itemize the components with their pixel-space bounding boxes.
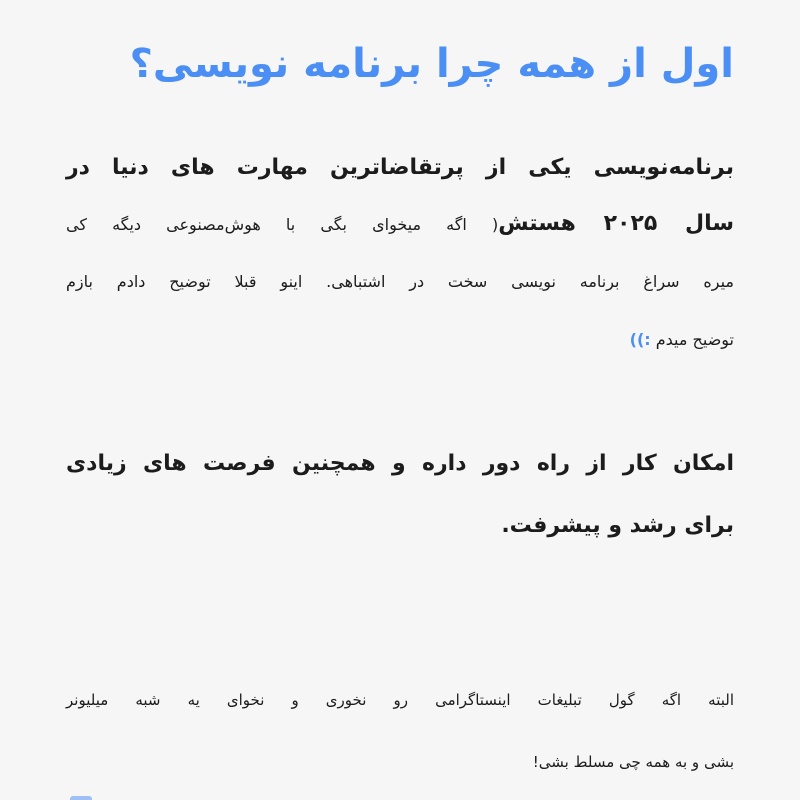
paragraph-1 [66,148,734,360]
page-title: اول از همه چرا برنامه نویسی؟ [129,41,734,87]
paragraph-2-line-2: برای رشد و پیشرفت. [501,513,734,538]
line-4-text: توضیح میدم [655,330,734,349]
aside-text: ( اگه میخوای بگی با هوش‌مصنوعی دیگه کی [66,215,499,234]
paragraph-2-line-1: امکان کار از راه دور داره و همچنین فرصت های زیادی [66,451,734,476]
year-statement: سال ۲۰۲۵ هستش [498,211,734,236]
paragraph-3 [66,680,734,782]
smile-emoticon: :)) [629,330,651,349]
paragraph-3-line-1: البته اگه گول تبلیغات اینستاگرامی رو نخوری و نخوای یه شبه میلیونر [66,691,734,709]
paragraph-1-line-3: میره سراغ برنامه نویسی سخت در اشتباهی. اینو قبلا توضیح دادم بازم [66,272,734,291]
paragraph-1-line-1: برنامه‌نویسی یکی از پرتقاضاترین مهارت های دنیا در [66,155,734,180]
paragraph-3-line-2: بشی و به همه چی مسلط بشی! [532,753,734,771]
page-indicator [70,796,92,800]
paragraph-1-line-2 [66,204,734,262]
paragraph-2 [66,444,734,546]
paragraph-1-line-4 [66,320,734,360]
